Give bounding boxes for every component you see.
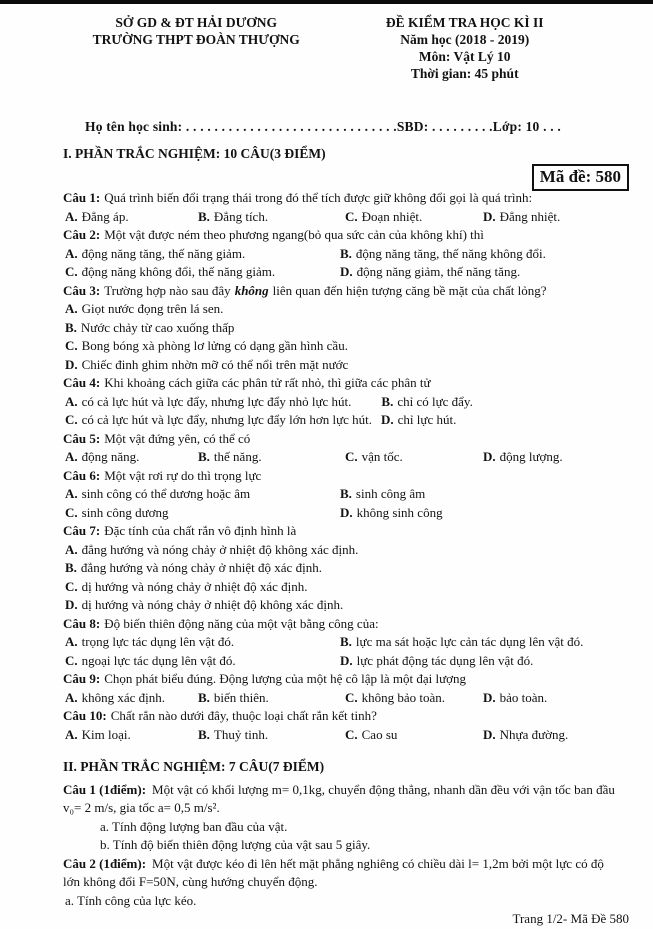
essay-questions <box>63 781 630 911</box>
option-b <box>340 245 630 264</box>
question-stem <box>63 467 630 486</box>
option-text: không bảo toàn. <box>361 689 446 705</box>
question-number: Câu 5: <box>63 430 101 446</box>
option-letter: A. <box>65 634 78 649</box>
option-letter: A. <box>65 541 78 557</box>
exam-code-label: Mã đề: 580 <box>539 167 621 186</box>
option-text: đẳng hướng và nóng chảy ở nhiệt độ xác định. <box>80 560 322 575</box>
option-letter: B. <box>198 449 210 464</box>
option-letter: D. <box>381 412 394 427</box>
option-letter: D. <box>483 449 496 464</box>
answer-options <box>63 208 630 227</box>
question-text: Một vật đứng yên, có thể có <box>104 430 251 446</box>
question-text: Chất rắn nào dưới đây, thuộc loại chất rắn kết tinh? <box>110 708 377 723</box>
question-stem <box>63 430 630 449</box>
option-letter: D. <box>65 597 78 612</box>
question-number: Câu 1: <box>63 190 101 205</box>
option-letter: C. <box>345 208 358 224</box>
option-text: lực phát động tác dụng lên vật đó. <box>356 652 534 668</box>
exam-code-box <box>532 164 629 191</box>
option-text: Nhựa đường. <box>499 726 569 742</box>
question-number: Câu 1 (1điểm): <box>63 781 147 797</box>
scan-edge-bar <box>0 0 653 4</box>
option-text: dị hướng và nóng chảy ở nhiệt độ không xác định. <box>81 597 344 612</box>
question-stem <box>63 374 630 393</box>
question-1 <box>63 189 630 226</box>
sub-question-a: a. Tính công của lực kéo. <box>65 892 197 908</box>
option-a <box>65 485 340 504</box>
option-text: Nước chảy từ cao xuống thấp <box>80 319 235 335</box>
option-text: bảo toàn. <box>499 689 548 705</box>
question-number: Câu 6: <box>63 467 101 483</box>
option-text: Đẳng nhiệt. <box>499 208 561 224</box>
question-stem <box>63 670 630 689</box>
option-text: sinh công có thể dương hoặc âm <box>81 486 251 501</box>
student-info-line: Họ tên học sinh: . . . . . . . . . . . . . . . . . . . . . . . . . . . . . .SBD: . . . . . . . . .Lớp: 10 . . . <box>85 119 561 134</box>
option-letter: A. <box>65 726 78 742</box>
answer-options <box>63 245 630 282</box>
option-letter: D. <box>340 504 353 520</box>
option-letter: A. <box>65 245 78 261</box>
option-c <box>345 689 483 708</box>
answer-options <box>63 633 630 670</box>
answer-options <box>63 726 630 745</box>
option-text: biến thiên. <box>213 689 269 705</box>
option-letter: C. <box>65 412 78 427</box>
question-stem <box>63 855 630 874</box>
option-b <box>198 448 345 467</box>
option-text: đẳng hướng và nóng chảy ở nhiệt độ không xác định. <box>81 541 359 557</box>
sub-question-b: b. Tính độ biến thiên động lượng của vật sau 5 giây. <box>100 837 371 852</box>
option-text: Đẳng tích. <box>213 208 269 224</box>
option-text: động năng giảm, thế năng tăng. <box>356 264 521 279</box>
question-text: Một vật được kéo đi lên hết mặt phẳng nghiêng có chiều dài l= 1,2m bởi một lực có độ <box>152 855 604 871</box>
option-d <box>483 689 630 708</box>
answer-options <box>63 485 630 522</box>
question-2 <box>63 226 630 282</box>
option-text: không xác định. <box>81 689 166 705</box>
answer-options <box>63 448 630 467</box>
option-text: động năng tăng, thế năng không đổi. <box>355 245 546 261</box>
question-6 <box>63 467 630 523</box>
option-d <box>483 208 630 227</box>
option-text: có cả lực hút và lực đẩy, nhưng lực đẩy nhỏ lực hút. <box>81 393 352 409</box>
question-list <box>63 189 630 744</box>
answer-options <box>63 393 630 430</box>
option-letter: D. <box>483 208 496 224</box>
option-letter: D. <box>483 689 496 705</box>
question-stem <box>63 282 630 301</box>
school-name: TRƯỜNG THPT ĐOÀN THƯỢNG <box>92 32 300 47</box>
option-letter: A. <box>65 208 78 224</box>
option-c <box>65 263 340 282</box>
option-d <box>340 263 630 282</box>
option-text: trọng lực tác dụng lên vật đó. <box>81 634 235 649</box>
question-stem <box>63 522 630 541</box>
option-b <box>65 559 630 578</box>
question-text-line2: lớn không đổi F=50N, cùng hướng chuyển động. <box>63 874 318 889</box>
option-a <box>65 208 198 227</box>
option-text: Đẳng áp. <box>81 208 129 224</box>
option-text: sinh công dương <box>81 504 169 520</box>
option-letter: B. <box>198 726 210 742</box>
option-c <box>65 652 340 671</box>
option-letter: A. <box>65 301 78 316</box>
question-7 <box>63 522 630 615</box>
option-a <box>65 726 198 745</box>
option-letter: A. <box>65 449 78 464</box>
option-text: Giọt nước đọng trên lá sen. <box>81 301 224 316</box>
option-letter: A. <box>65 486 78 501</box>
option-letter: C. <box>345 689 358 705</box>
option-text: Bong bóng xà phòng lơ lửng có dạng gần hình cầu. <box>81 338 348 353</box>
essay-question-2 <box>63 855 630 911</box>
option-a <box>65 633 340 652</box>
option-text: ngoại lực tác dụng lên vật đó. <box>81 652 236 668</box>
option-b <box>340 485 630 504</box>
option-text: Thuỷ tinh. <box>213 726 269 742</box>
question-stem <box>63 781 630 800</box>
option-letter: D. <box>340 652 353 668</box>
option-letter: B. <box>381 393 394 409</box>
option-a <box>65 689 198 708</box>
option-text: động lượng. <box>499 449 563 464</box>
option-letter: B. <box>340 634 352 649</box>
option-letter: C. <box>65 264 78 279</box>
option-d <box>340 652 630 671</box>
answer-options <box>63 300 630 374</box>
question-text: Chọn phát biểu đúng. Động lượng của một hệ cô lập là một đại lượng <box>104 671 467 686</box>
option-letter: D. <box>340 264 353 279</box>
question-number: Câu 2 (1điểm): <box>63 855 147 871</box>
option-text: lực ma sát hoặc lực cản tác dụng lên vật đó. <box>355 634 584 649</box>
option-letter: C. <box>65 338 78 353</box>
question-stem <box>63 189 630 208</box>
question-text: Khi khoảng cách giữa các phân tử rất nhỏ, thì giữa các phân tử <box>104 375 431 390</box>
option-text: vận tốc. <box>361 449 403 464</box>
question-10 <box>63 707 630 744</box>
option-d <box>483 726 630 745</box>
answer-options <box>63 541 630 615</box>
option-b <box>381 394 472 409</box>
option-b <box>198 726 345 745</box>
option-letter: A. <box>65 393 78 409</box>
option-a <box>65 300 630 319</box>
option-c <box>65 578 630 597</box>
option-c <box>65 504 340 523</box>
question-number: Câu 7: <box>63 523 101 538</box>
option-text: chỉ có lực đẩy. <box>397 393 473 409</box>
question-number: Câu 8: <box>63 615 101 631</box>
option-d <box>340 504 630 523</box>
option-letter: D. <box>483 726 496 742</box>
option-letter: B. <box>198 689 210 705</box>
question-text: liên quan đến hiện tượng căng bề mặt của chất lỏng? <box>272 282 547 298</box>
option-text: sinh công âm <box>355 486 426 501</box>
essay-question-1 <box>63 781 630 855</box>
page-footer: Trang 1/2- Mã Đề 580 <box>512 911 629 926</box>
answer-options <box>63 689 630 708</box>
option-letter: C. <box>345 449 358 464</box>
option-d <box>483 448 630 467</box>
question-text: Một vật được ném theo phương ngang(bỏ qua sức cản của không khí) thì <box>104 227 484 242</box>
option-letter: B. <box>198 208 210 224</box>
option-c <box>65 412 372 427</box>
option-c <box>345 448 483 467</box>
option-b <box>65 319 630 338</box>
option-b <box>198 689 345 708</box>
option-letter: B. <box>340 486 352 501</box>
question-number: Câu 4: <box>63 375 101 390</box>
options-row <box>65 411 630 430</box>
question-stem <box>63 707 630 726</box>
option-d <box>65 596 630 615</box>
exam-header <box>63 14 630 82</box>
option-letter: A. <box>65 689 78 705</box>
option-a <box>65 541 630 560</box>
question-stem <box>63 615 630 634</box>
question-number: Câu 2: <box>63 227 101 242</box>
option-letter: B. <box>65 560 77 575</box>
option-letter: C. <box>65 578 78 594</box>
option-text: động năng không đổi, thế năng giảm. <box>81 264 276 279</box>
option-text: động năng. <box>81 449 140 464</box>
option-text: không sinh công <box>356 504 443 520</box>
question-4 <box>63 374 630 430</box>
question-8 <box>63 615 630 671</box>
option-c <box>345 208 483 227</box>
option-d <box>381 412 456 427</box>
exam-info-block <box>329 14 630 82</box>
question-text-line2: v₀= 2 m/s, gia tốc a= 0,5 m/s². <box>63 800 220 815</box>
question-text-emphasis: không <box>234 282 269 298</box>
sub-question-a: a. Tính động lượng ban đầu của vật. <box>100 818 288 834</box>
question-text: Độ biến thiên động năng của một vật bằng công của: <box>104 615 379 631</box>
duration: Thời gian: 45 phút <box>410 66 519 81</box>
option-c <box>65 337 630 356</box>
question-text: Một vật rơi rự do thì trọng lực <box>104 467 262 483</box>
option-text: Cao su <box>361 726 398 742</box>
department-name: SỞ GD & ĐT HẢI DƯƠNG <box>115 15 278 30</box>
option-text: Chiếc đinh ghim nhờn mỡ có thể nổi trên mặt nước <box>81 356 349 372</box>
option-text: có cả lực hút và lực đẩy, nhưng lực đẩy lớn hơn lực hút. <box>81 412 373 427</box>
question-text: Trường hợp nào sau đây <box>104 282 231 298</box>
question-stem <box>63 226 630 245</box>
subject: Môn: Vật Lý 10 <box>418 49 511 64</box>
option-a <box>65 394 351 409</box>
option-letter: B. <box>65 319 77 335</box>
question-text: Đặc tính của chất rắn vô định hình là <box>104 523 297 538</box>
section1-title: I. PHẦN TRẮC NGHIỆM: 10 CÂU(3 ĐIỂM) <box>63 145 326 161</box>
option-letter: B. <box>340 245 352 261</box>
question-text: Một vật có khối lượng m= 0,1kg, chuyển động thẳng, nhanh dần đều với vận tốc ban đầu <box>152 781 615 797</box>
question-3 <box>63 282 630 375</box>
question-text: Quá trình biến đổi trạng thái trong đó thể tích được giữ không đổi gọi là quá trình: <box>104 190 533 205</box>
option-letter: D. <box>65 356 78 372</box>
option-letter: C. <box>345 726 358 742</box>
option-c <box>345 726 483 745</box>
section2-title: II. PHẦN TRẮC NGHIỆM: 7 CÂU(7 ĐIỂM) <box>63 759 325 774</box>
question-number: Câu 3: <box>63 282 101 298</box>
option-text: Đoạn nhiệt. <box>361 208 423 224</box>
option-d <box>65 356 630 375</box>
option-text: Kim loại. <box>81 726 131 742</box>
school-year: Năm học (2018 - 2019) <box>400 32 530 47</box>
exam-title: ĐỀ KIỂM TRA HỌC KÌ II <box>385 15 544 30</box>
option-text: thế năng. <box>213 449 262 464</box>
question-number: Câu 10: <box>63 708 107 723</box>
option-letter: C. <box>65 504 78 520</box>
option-a <box>65 448 198 467</box>
option-text: dị hướng và nóng chảy ở nhiệt độ xác định. <box>81 578 308 594</box>
question-5 <box>63 430 630 467</box>
option-b <box>340 633 630 652</box>
school-block <box>63 14 329 82</box>
question-number: Câu 9: <box>63 671 101 686</box>
question-9 <box>63 670 630 707</box>
options-row <box>65 393 630 412</box>
option-letter: C. <box>65 652 78 668</box>
option-b <box>198 208 345 227</box>
option-a <box>65 245 340 264</box>
option-text: chỉ lực hút. <box>397 412 457 427</box>
option-text: động năng tăng, thế năng giảm. <box>81 245 246 261</box>
